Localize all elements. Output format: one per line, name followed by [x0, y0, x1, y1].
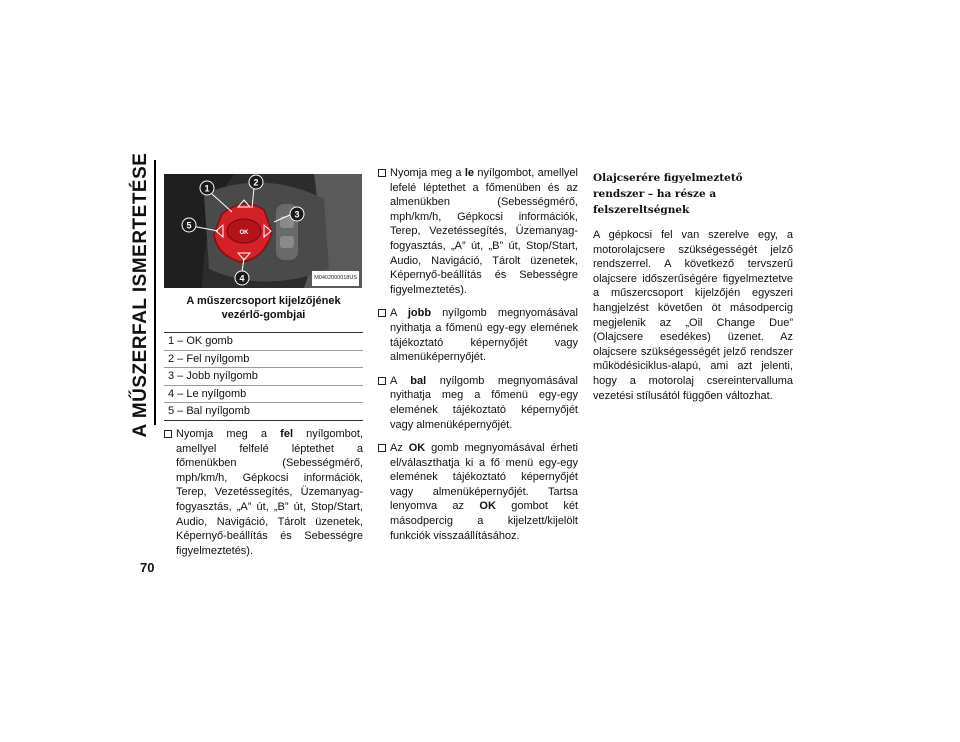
side-divider [154, 160, 156, 425]
page-number: 70 [140, 560, 155, 575]
bullet-up-button: Nyomja meg a fel nyílgombot, amellyel felfelé léptethet a főmenükben (Sebességmérő, mph/km/h, Gépkocsi információk, Terep, Vezetéssegítés, Üzemanyag-fogyasztás, „A” út, „B” út, Stop/Start, Audio, Navigáció, Tárolt üzenetek, Képernyő-beállítás és Sebességre figyelmeztetés). [164, 427, 363, 558]
column-left [164, 174, 363, 567]
key-term: jobb [407, 307, 432, 320]
figure-caption: A műszercsoport kijelzőjének vezérlő-gombjai [186, 295, 341, 321]
callout-legend [164, 332, 363, 421]
checkbox-bullet-icon [378, 169, 386, 177]
legend-item: 5 – Bal nyílgomb [168, 405, 250, 418]
callout-1: 1 [204, 183, 210, 194]
bullet-left-button: A bal nyílgomb megnyomásával nyithatja meg a főmenü egy-egy elemének tájékoztató képernyőjét vagy almenüképernyőjét. [378, 374, 578, 432]
side-section-title [128, 152, 154, 438]
legend-item: 4 – Le nyílgomb [164, 386, 363, 404]
column-right [593, 170, 793, 403]
key-term: OK [408, 442, 426, 455]
bullet-ok-button: Az OK gomb megnyomásával érheti el/választhatja ki a fő menü egy-egy elemének tájékoztató képernyőjét vagy almenüképernyőjét. Tartsa lenyomva az OK gombot két másodpercig a kijelzett/kijelölt funkciók visszaállításához. [378, 441, 578, 543]
callout-4: 4 [239, 273, 245, 284]
legend-item: 1 – OK gomb [164, 333, 363, 351]
side-section-title-text: A MŰSZERFAL ISMERTETÉSE [130, 152, 151, 438]
key-term: fel [280, 427, 294, 440]
legend-item: 3 – Jobb nyílgomb [164, 368, 363, 386]
bullet-down-button: Nyomja meg a le nyílgombot, amellyel lefelé léptethet a főmenüben és az almenükben (Sebességmérő, mph/km/h, Gépkocsi információk, Terep, Vezetéssegítés, Üzemanyag-fogyasztás, „A” út, „B” út, Stop/Start, Audio, Navigáció, Tárolt üzenetek, Képernyő-beállítás és Sebességre figyelmeztetés). [378, 166, 578, 297]
checkbox-bullet-icon [164, 430, 172, 438]
section-heading: Olajcserére figyelmeztető rendszer – ha része a felszereltségnek [593, 172, 743, 216]
section-body: A gépkocsi fel van szerelve egy, a motorolajcsere szükségességét jelző rendszerrel. A következő tervszerű olajcsere időszerűségére figyelmeztetve a műszercsoport kijelzőjén egyszeri hangjelzést követően öt másodpercig megjelenik az „Oil Change Due” (Olajcsere esedékes) üzenet. Az olajcsere szükségességét jelző rendszer működésiciklus-alapú, ami azt jelenti, hogy a motorolaj csereintervalluma vezetési stílusától függően változhat. [593, 229, 793, 402]
column-middle [378, 166, 578, 552]
callout-3: 3 [294, 209, 300, 220]
steering-controls-figure [164, 174, 362, 288]
figure-code: M0402000018US [312, 271, 359, 286]
callout-2: 2 [253, 177, 259, 188]
callout-5: 5 [186, 220, 192, 231]
checkbox-bullet-icon [378, 309, 386, 317]
bullet-right-button: A jobb nyílgomb megnyomásával nyithatja a főmenü egy-egy elemének tájékoztató képernyőjét vagy almenüképernyőjét. [378, 306, 578, 364]
legend-item: 2 – Fel nyílgomb [164, 351, 363, 369]
key-term: bal [410, 374, 427, 387]
checkbox-bullet-icon [378, 444, 386, 452]
key-term: OK [479, 500, 496, 513]
key-term: le [464, 167, 475, 179]
ok-button-label: OK [239, 230, 249, 236]
checkbox-bullet-icon [378, 377, 386, 385]
